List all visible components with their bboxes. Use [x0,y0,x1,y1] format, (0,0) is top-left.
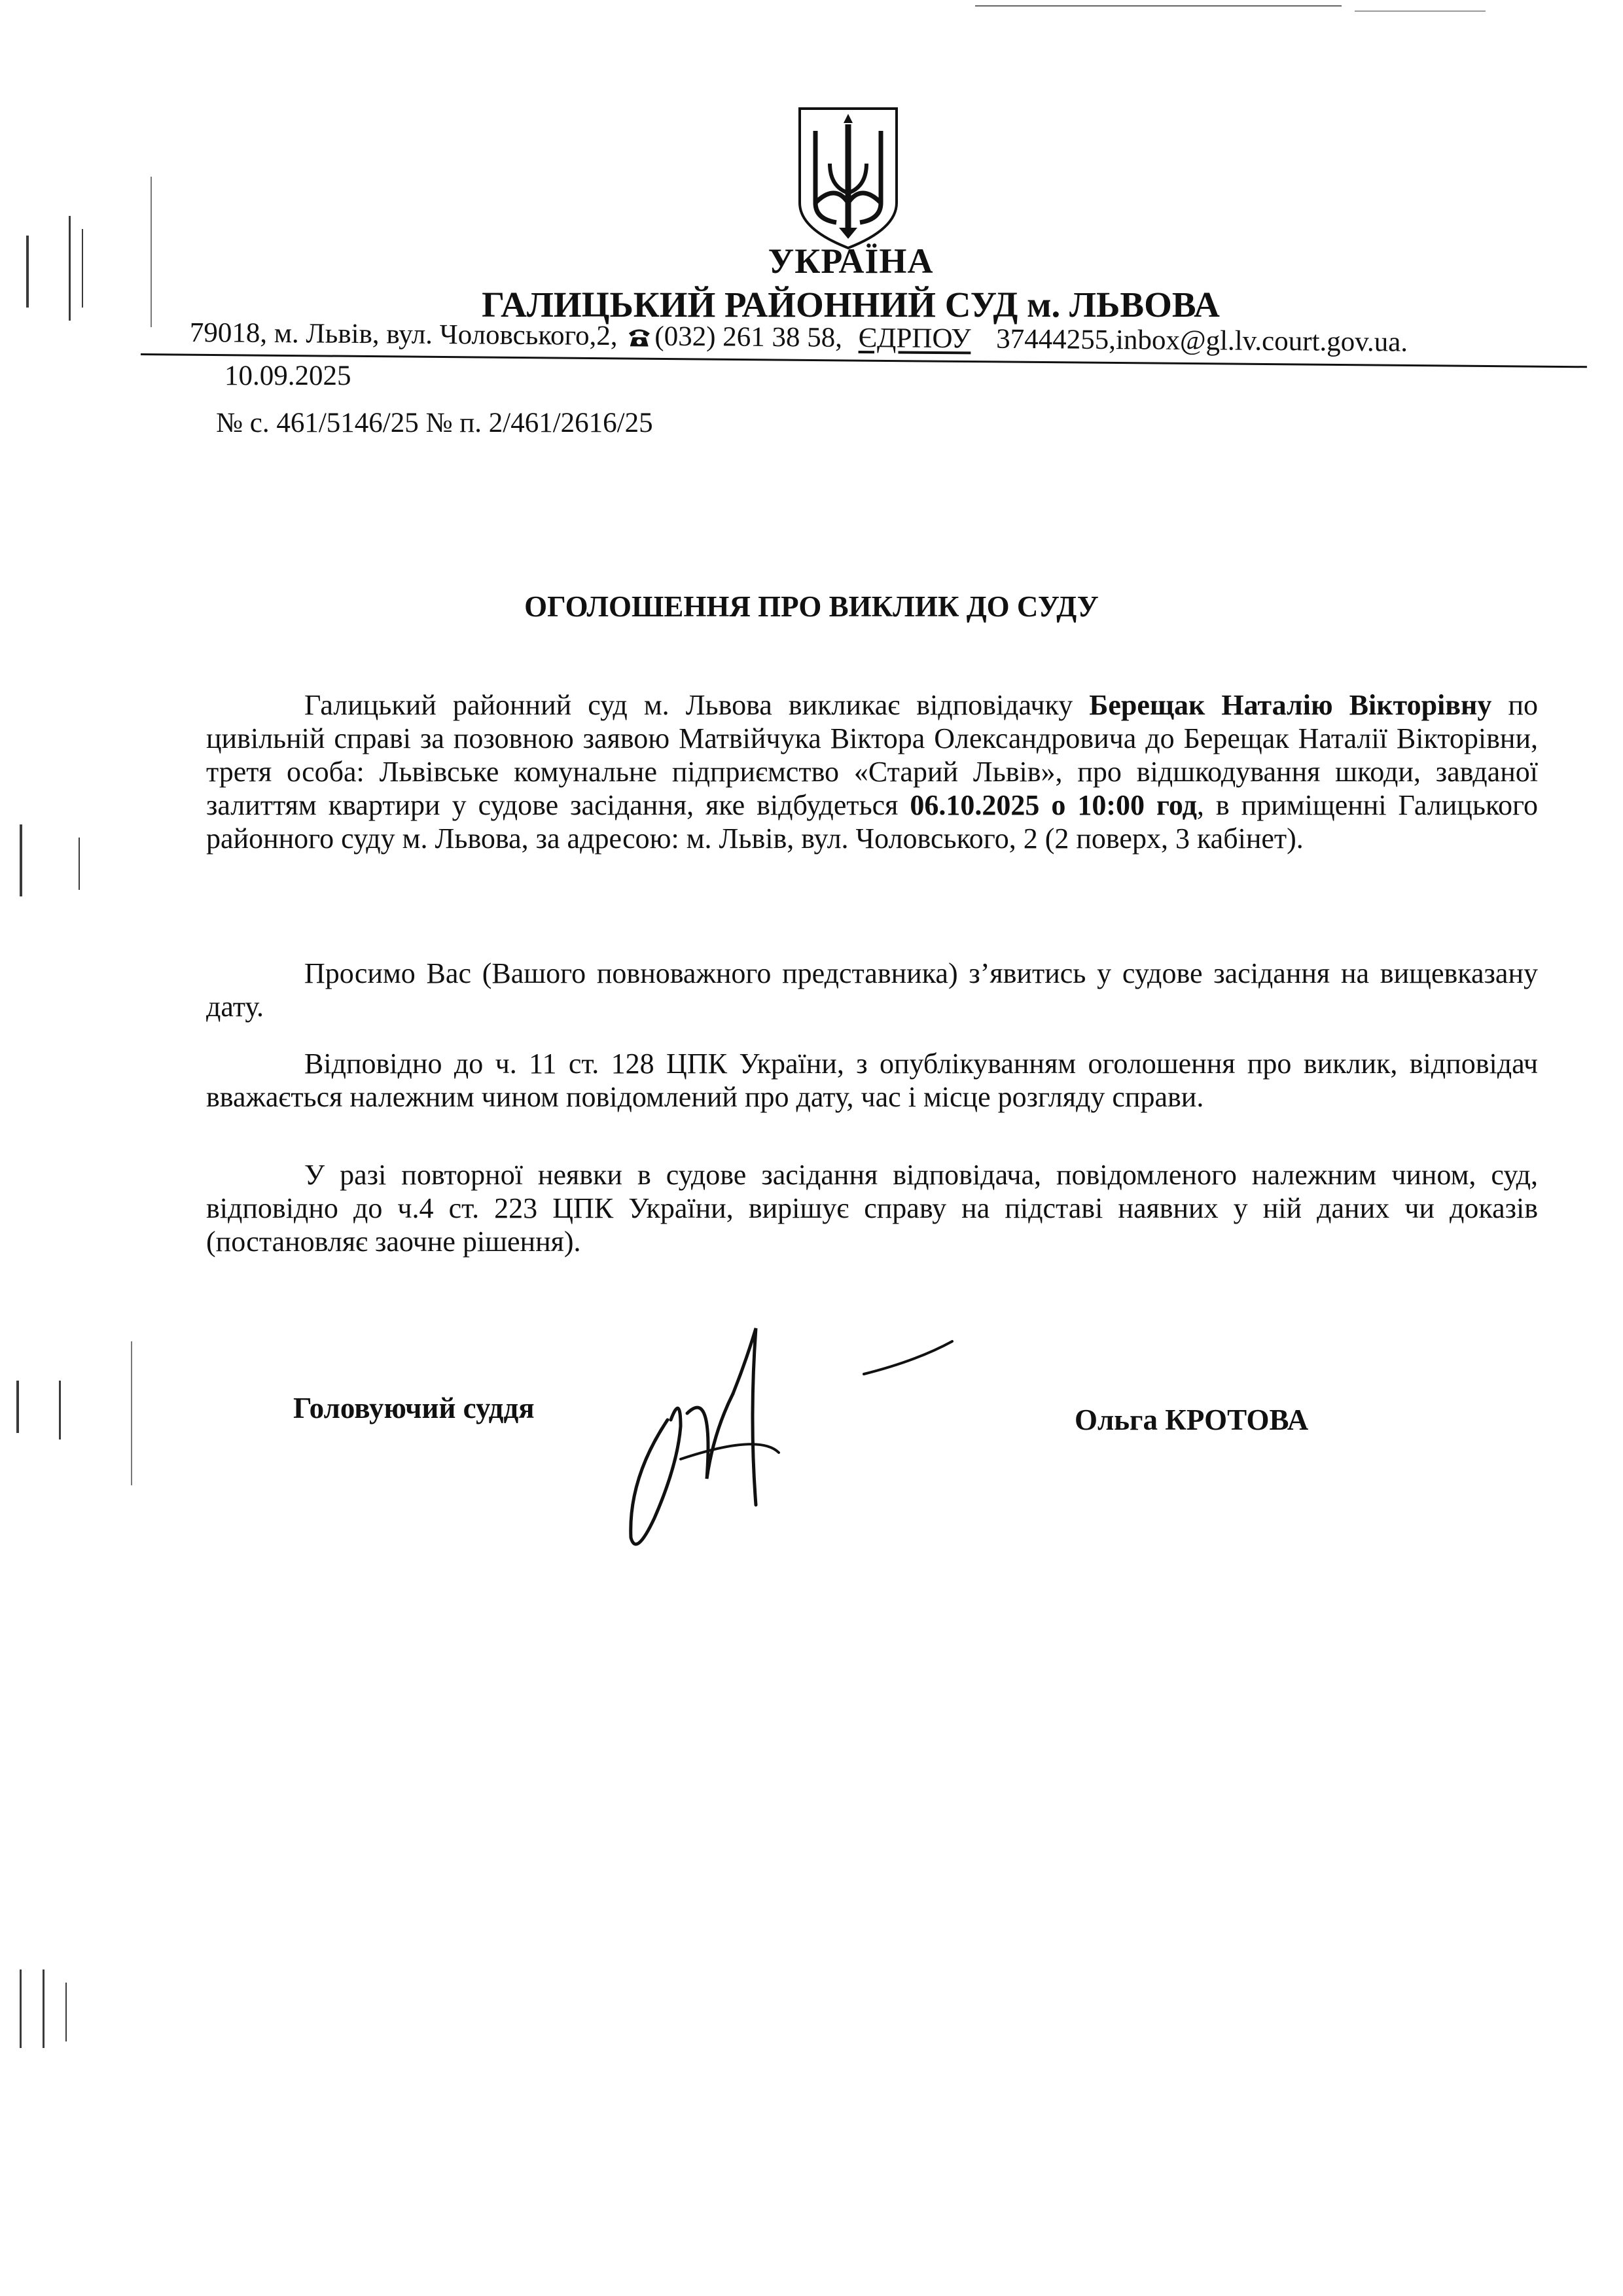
scan-artifact [65,1983,67,2041]
court-address: 79018, м. Львів, вул. Чоловського,2, [189,317,618,352]
country-name: УКРАЇНА [768,241,934,281]
scan-artifact [16,1381,19,1433]
scan-artifact [26,236,29,308]
edrpou-email: 37444255,inbox@gl.lv.court.gov.ua. [996,323,1408,358]
edrpou-label: ЄДРПОУ [858,323,971,355]
defendant-name: Берещак Наталію Вікторівну [1089,689,1492,721]
scan-artifact [1355,10,1486,12]
scan-artifact [151,177,152,327]
paragraph-summons [206,688,1538,855]
scan-artifact [82,229,83,308]
court-phone: (032) 261 38 58, [654,321,843,353]
scan-artifact [79,838,80,890]
handwritten-signature [615,1322,982,1557]
telephone-icon [627,325,651,347]
paragraph-legal-notice [206,1047,1538,1114]
p4-text: У разі повторної неявки в судове засідання відповідача, повідомленого належним чином, суд, відповідно до ч.4 ст. 223 ЦПК України, вирішує справу на підставі наявних у ній даних чи доказів (постановляє заочне рішення). [206,1159,1538,1258]
p1-intro: Галицький районний суд м. Львова викликає відповідачку [304,689,1090,721]
p2-text: Просимо Вас (Вашого повноважного представника) з’явитись у судове засідання на вищевказану дату. [206,957,1538,1023]
tryzub-emblem-icon [796,105,901,252]
p1-end: , в приміщенні Галицького районного суду м. Львова, за адресою: м. Львів, вул. Чоловського, 2 (2 поверх, 3 кабінет). [206,789,1539,855]
signatory-role: Головуючий суддя [293,1392,535,1424]
scan-artifact [59,1381,61,1439]
paragraph-request [206,957,1538,1023]
court-name: ГАЛИЦЬКИЙ РАЙОННИЙ СУД м. ЛЬВОВА [482,285,1220,325]
paragraph-default-judgment [206,1158,1538,1258]
case-numbers: № с. 461/5146/25 № п. 2/461/2616/25 [216,408,653,438]
scan-artifact [20,824,22,896]
scan-artifact [20,1969,22,2048]
scan-artifact [975,5,1342,7]
p1-middle: по цивільній справі за позовною заявою Матвійчука Віктора Олександровича до Берещак Наталії Вікторівни, третя особа: Львівське комунальне підприємство «Старий Львів», про відшкодування шкоди, завданої залиттям квартири у судове засідання, яке відбудеться [206,689,1538,821]
scan-artifact [69,216,71,321]
scan-artifact [131,1341,132,1485]
court-contact-line [190,319,1603,358]
scan-artifact [43,1969,45,2048]
hearing-datetime: 06.10.2025 о 10:00 год [910,789,1197,821]
document-date: 10.09.2025 [224,361,351,391]
p3-text: Відповідно до ч. 11 ст. 128 ЦПК України, з опублікуванням оголошення про виклик, відповідач вважається належним чином повідомлений про дату, час і місце розгляду справи. [206,1048,1538,1113]
signatory-name: Ольга КРОТОВА [1075,1404,1309,1436]
document-title: ОГОЛОШЕННЯ ПРО ВИКЛИК ДО СУДУ [524,590,1099,623]
